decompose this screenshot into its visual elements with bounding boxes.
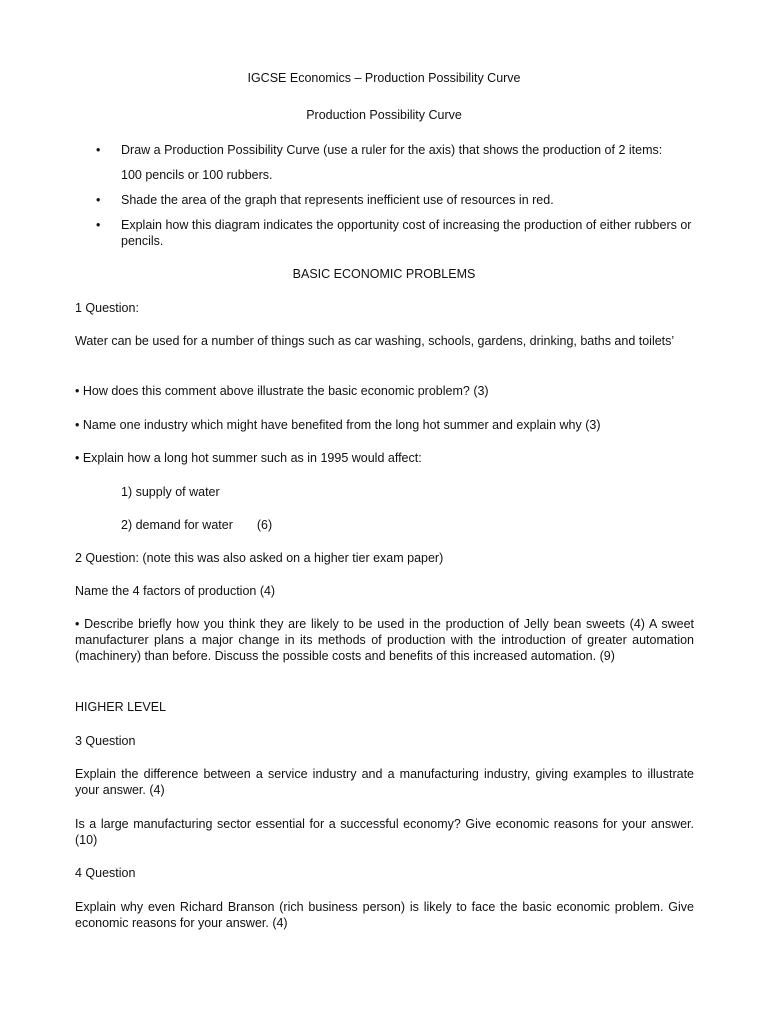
question-4-part-1: Explain why even Richard Branson (rich business person) is likely to face the basic economic problem. Give economic reasons for your answer. (4) (75, 900, 694, 930)
question-1-bullet-3: • Explain how a long hot summer such as in 1995 would affect: (75, 451, 422, 465)
question-1-sub-2-marks: (6) (256, 518, 273, 532)
question-1-sub-2-text: 2) demand for water (121, 518, 233, 532)
question-1-intro: Water can be used for a number of things such as car washing, schools, gardens, drinking, baths and toilets’ (75, 334, 675, 348)
question-2-factors: Name the 4 factors of production (4) (75, 584, 276, 598)
question-2-describe: • Describe briefly how you think they are likely to be used in the production of Jelly bean sweets (4) A sweet manufacturer plans a major change in its methods of production with the introduction of greater automation (machinery) than before. Discuss the possible costs and benefits of this increased automation. (9) (75, 617, 694, 663)
higher-level-heading: HIGHER LEVEL (75, 700, 167, 714)
question-4-heading: 4 Question (75, 866, 136, 880)
bullet-icon: • (96, 218, 101, 232)
question-2-heading: 2 Question: (note this was also asked on a higher tier exam paper) (75, 551, 444, 565)
bullet-icon: • (96, 193, 101, 207)
ppc-task-1: Draw a Production Possibility Curve (use a ruler for the axis) that shows the production of 2 items: (121, 143, 663, 157)
document-subtitle: Production Possibility Curve (306, 108, 462, 122)
document-title: IGCSE Economics – Production Possibility Curve (247, 71, 521, 85)
question-3-heading: 3 Question (75, 734, 136, 748)
ppc-task-2: Shade the area of the graph that represents inefficient use of resources in red. (121, 193, 554, 207)
ppc-task-3: Explain how this diagram indicates the opportunity cost of increasing the production of either rubbers or pencils. (121, 218, 692, 248)
question-1-sub-2 (121, 517, 272, 533)
section-heading: BASIC ECONOMIC PROBLEMS (292, 267, 476, 281)
ppc-task-1-continued: 100 pencils or 100 rubbers. (121, 168, 273, 182)
question-1-sub-1: 1) supply of water (121, 485, 220, 499)
question-1-bullet-1: • How does this comment above illustrate the basic economic problem? (3) (75, 384, 489, 398)
question-1-bullet-2: • Name one industry which might have benefited from the long hot summer and explain why (3) (75, 418, 601, 432)
question-3-part-2: Is a large manufacturing sector essential for a successful economy? Give economic reasons for your answer. (10) (75, 817, 694, 847)
question-1-heading: 1 Question: (75, 301, 139, 315)
question-3-part-1: Explain the difference between a service industry and a manufacturing industry, giving examples to illustrate your answer. (4) (75, 767, 694, 797)
bullet-icon: • (96, 143, 101, 157)
